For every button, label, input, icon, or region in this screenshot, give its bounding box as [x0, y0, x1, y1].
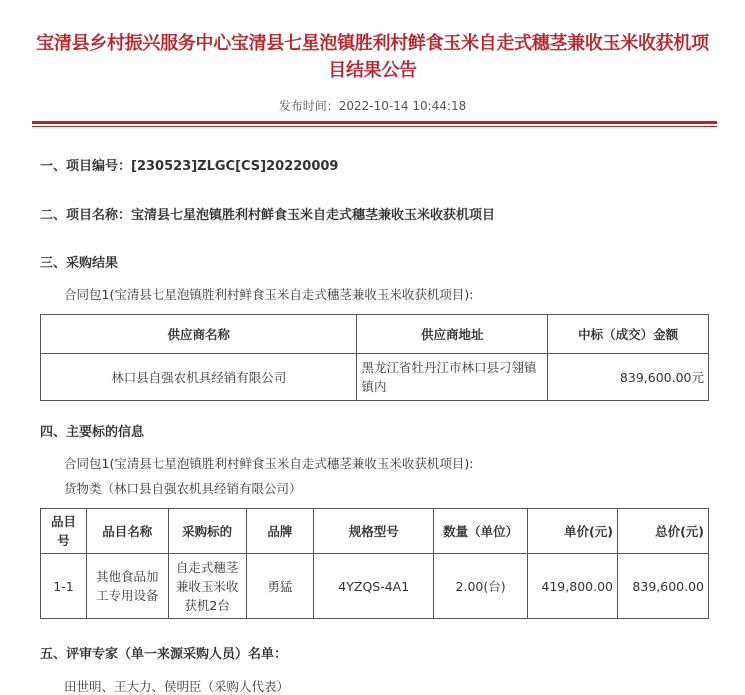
header-quantity: 数量（单位） [434, 509, 528, 554]
item-brand-cell: 勇猛 [246, 554, 314, 619]
item-unit-price-cell: 419,800.00 [528, 554, 618, 619]
header-item-name: 品目名称 [86, 509, 168, 554]
bid-amount-cell: 839,600.00元 [548, 354, 709, 401]
header-target: 采购标的 [168, 509, 246, 554]
item-model-cell: 4YZQS-4A1 [314, 554, 434, 619]
item-name-cell: 其他食品加工专用设备 [86, 554, 168, 619]
title-divider-thick [32, 121, 717, 124]
header-unit-price: 单价(元) [528, 509, 618, 554]
header-model: 规格型号 [314, 509, 434, 554]
items-table-header [41, 509, 709, 554]
table-row [41, 354, 709, 401]
result-package-text: 合同包1(宝清县七星泡镇胜利村鲜食玉米自走式穗茎兼收玉米收获机项目): [64, 287, 474, 302]
items-category-text: 货物类（林口县自强农机具经销有限公司） [64, 481, 302, 496]
header-bid-amount: 中标（成交）金额 [548, 315, 709, 354]
section-main-items: 四、主要标的信息 [40, 425, 145, 440]
section-project-number: 一、项目编号：[230523]ZLGC[CS]20220009 [40, 159, 339, 174]
result-table-header [41, 315, 709, 354]
header-brand: 品牌 [246, 509, 314, 554]
section-project-name: 二、项目名称：宝清县七星泡镇胜利村鲜食玉米自走式穗茎兼收玉米收获机项目 [40, 208, 496, 223]
supplier-name-cell: 林口县自强农机具经销有限公司 [41, 354, 357, 401]
header-supplier-name: 供应商名称 [41, 315, 357, 354]
supplier-address-cell: 黑龙江省牡丹江市林口县刁翎镇镇内 [357, 354, 548, 401]
title-divider-thin [32, 126, 717, 127]
header-item-no: 品目号 [41, 509, 87, 554]
items-package-text: 合同包1(宝清县七星泡镇胜利村鲜食玉米自走式穗茎兼收玉米收获机项目): [64, 456, 474, 471]
section-experts: 五、评审专家（单一来源采购人员）名单： [40, 647, 288, 662]
header-total-price: 总价(元) [617, 509, 708, 554]
items-table [40, 508, 709, 619]
item-total-price-cell: 839,600.00 [617, 554, 708, 619]
experts-names: 田世明、王大力、侯明臣（采购人代表） [64, 679, 290, 694]
result-table [40, 314, 709, 401]
page-title: 宝清县乡村振兴服务中心宝清县七星泡镇胜利村鲜食玉米自走式穗茎兼收玉米收获机项目结果公告 [36, 33, 709, 81]
section-procurement-result: 三、采购结果 [40, 256, 119, 271]
publish-time: 发布时间：2022-10-14 10:44:18 [278, 99, 467, 113]
header-supplier-address: 供应商地址 [357, 315, 548, 354]
item-target-cell: 自走式穗茎兼收玉米收获机2台 [168, 554, 246, 619]
item-no-cell: 1-1 [41, 554, 87, 619]
table-row [41, 554, 709, 619]
item-quantity-cell: 2.00(台) [434, 554, 528, 619]
